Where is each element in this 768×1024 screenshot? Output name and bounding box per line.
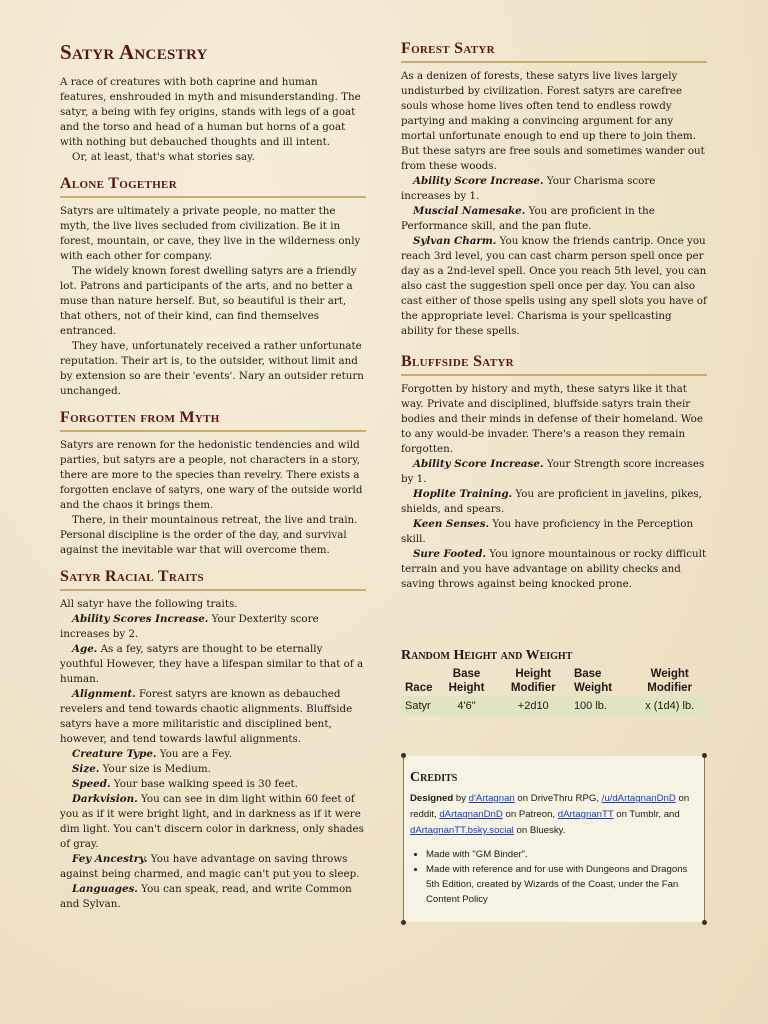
bluffside-traits-list bbox=[401, 457, 707, 592]
alone-paragraph-1: Satyrs are ultimately a private people, no matter the myth, the live lives secluded from civilization. Be it in forest, mountain, or cave, they live in the wilderness only with each other for company. bbox=[60, 205, 361, 262]
credits-bullets bbox=[410, 847, 696, 907]
credits-text-part: on reddit, bbox=[410, 793, 690, 820]
table-cell: Satyr bbox=[401, 696, 437, 716]
trait-name: Ability Scores Increase. bbox=[72, 613, 209, 625]
credits-text-part: on Tumblr, and bbox=[613, 809, 680, 820]
trait-name: Hoplite Training. bbox=[413, 488, 513, 500]
trait-name: Fey Ancestry. bbox=[72, 853, 148, 865]
table-row bbox=[401, 696, 707, 716]
trait-text: Your base walking speed is 30 feet. bbox=[110, 778, 298, 790]
trait-item bbox=[60, 747, 366, 762]
alone-paragraph-3: They have, unfortunately received a rather unfortunate reputation. Their art is, to the outsider, without limit and by extension so are their 'events'. Nary an outsider return unchanged. bbox=[60, 340, 364, 397]
trait-name: Creature Type. bbox=[72, 748, 157, 760]
table-cell: x (1d4) lb. bbox=[632, 696, 707, 716]
trait-name: Alignment. bbox=[72, 688, 136, 700]
credits-text-part: by bbox=[453, 793, 469, 804]
trait-item bbox=[401, 547, 707, 592]
corner-dot bbox=[401, 753, 406, 758]
trait-text: Forest satyrs are known as debauched revelers and tend towards chaotic alignments. Bluffside satyrs have a more militaristic and disciplined bent, however, and tend towards lawful alignments. bbox=[60, 688, 353, 745]
bluesky-link[interactable]: dArtagnanTT.bsky.social bbox=[410, 825, 514, 836]
tumblr-link[interactable]: dArtagnanTT bbox=[557, 809, 614, 820]
trait-name: Muscial Namesake. bbox=[413, 205, 526, 217]
trait-text: You are proficient in the Performance skill, and the pan flute. bbox=[401, 205, 655, 232]
corner-dot bbox=[702, 920, 707, 925]
trait-text: You know the friends cantrip. Once you reach 3rd level, you can cast charm person spell once per day as a 2nd-level spell. Once you reach 5th level, you can also cast the suggestion spell once per day. You can also cast either of those spells using any spell slots you have of the appropriate level. Charisma is your spellcasting ability for these spells. bbox=[401, 235, 707, 337]
trait-item bbox=[401, 204, 707, 234]
racial-traits-heading: Satyr Racial Traits bbox=[60, 568, 366, 591]
table-header: Base Weight bbox=[573, 668, 613, 694]
alone-paragraph-2: The widely known forest dwelling satyrs are a friendly lot. Patrons and participants of the arts, and no better a muse than nature herself. But, so beautiful is their art, that others, not of their kind, can find themselves entranced. bbox=[60, 265, 357, 337]
forest-paragraph: As a denizen of forests, these satyrs live lives largely undisturbed by civilization. Forest satyrs are carefree souls whose home lives often tend to endless rowdy partying and making a convincing argument for any mortal unfortunate enough to end up there to join them. But these satyrs are free souls and sometimes wander out from these woods. bbox=[401, 70, 705, 172]
trait-text: You are a Fey. bbox=[156, 748, 233, 760]
table-title: Random Height and Weight bbox=[401, 648, 573, 663]
trait-name: Speed. bbox=[72, 778, 111, 790]
credits-title: Credits bbox=[410, 770, 458, 785]
trait-item bbox=[401, 487, 707, 517]
trait-item bbox=[60, 612, 366, 642]
trait-item bbox=[401, 457, 707, 487]
trait-name: Age. bbox=[72, 643, 98, 655]
credits-text-part: on DriveThru RPG, bbox=[514, 793, 602, 804]
trait-name: Sylvan Charm. bbox=[413, 235, 497, 247]
trait-text: You are proficient in javelins, pikes, shields, and spears. bbox=[401, 488, 702, 515]
corner-dot bbox=[702, 753, 707, 758]
credits-text-part: on Patreon, bbox=[502, 809, 558, 820]
table-header: Base Height bbox=[448, 668, 485, 694]
intro-paragraph: A race of creatures with both caprine and human features, enshrouded in myth and misunderstanding. The satyr, a being with fey origins, stands with legs of a goat and the torso and head of a human but horns of a goat with nothing but debauched thoughts and ill intent. bbox=[60, 76, 361, 148]
trait-item bbox=[60, 687, 366, 747]
credits-text bbox=[410, 791, 696, 839]
trait-item bbox=[60, 642, 366, 687]
corner-dot bbox=[401, 920, 406, 925]
trait-item bbox=[60, 882, 366, 912]
trait-item bbox=[401, 234, 707, 339]
patreon-link[interactable]: dArtagnanDnD bbox=[439, 809, 503, 820]
table-cell: +2d10 bbox=[497, 696, 570, 716]
bluffside-satyr-heading: Bluffside Satyr bbox=[401, 353, 707, 376]
trait-item bbox=[60, 852, 366, 882]
traits-list bbox=[60, 612, 366, 912]
trait-name: Ability Score Increase. bbox=[413, 175, 544, 187]
table-cell: 100 lb. bbox=[570, 696, 632, 716]
table-header: Height Modifier bbox=[510, 668, 556, 694]
traits-intro: All satyr have the following traits. bbox=[60, 598, 238, 610]
credits-bullet: • Made with "GM Binder". bbox=[426, 847, 696, 862]
table-header: Weight Modifier bbox=[647, 668, 693, 694]
table-cell: 4'6" bbox=[437, 696, 497, 716]
forgotten-paragraph-1: Satyrs are renown for the hedonistic tendencies and wild parties, but satyrs are a people, not characters in a story, there are more to the species than revelry. There exists a forgotten enclave of satyrs, one wary of the outside world and the chaos it brings them. bbox=[60, 439, 363, 511]
forgotten-paragraph-2: There, in their mountainous retreat, the live and train. Personal discipline is the order of the day, and survival against the inevitable war that will overcome them. bbox=[60, 514, 358, 556]
trait-item bbox=[60, 792, 366, 852]
forgotten-heading: Forgotten from Myth bbox=[60, 409, 366, 432]
credits-text-part: on Bluesky. bbox=[513, 825, 566, 836]
intro-paragraph-2: Or, at least, that's what stories say. bbox=[72, 151, 255, 163]
credits-bullet: • Made with reference and for use with Dungeons and Dragons 5th Edition, created by Wizards of the Coast, under the Fan Content Policy bbox=[426, 862, 696, 907]
trait-text: Your Dexterity score increases by 2. bbox=[60, 613, 319, 640]
trait-name: Size. bbox=[72, 763, 100, 775]
trait-name: Languages. bbox=[72, 883, 138, 895]
right-column bbox=[401, 40, 707, 716]
trait-text: You ignore mountainous or rocky difficult terrain and you have advantage on ability checks and saving throws against being knocked prone. bbox=[401, 548, 707, 590]
trait-text: You have proficiency in the Perception skill. bbox=[401, 518, 694, 545]
forest-traits-list bbox=[401, 174, 707, 339]
trait-item bbox=[401, 174, 707, 204]
trait-text: As a fey, satyrs are thought to be eternally youthful However, they have a lifespan similar to that of a human. bbox=[60, 643, 364, 685]
trait-item bbox=[401, 517, 707, 547]
trait-name: Sure Footed. bbox=[413, 548, 487, 560]
height-weight-table bbox=[401, 666, 707, 716]
trait-text: Your Strength score increases by 1. bbox=[401, 458, 705, 485]
trait-text: Your Charisma score increases by 1. bbox=[401, 175, 656, 202]
drivethru-link[interactable]: d'Artagnan bbox=[468, 793, 515, 804]
designed-label: Designed bbox=[410, 793, 454, 804]
trait-name: Darkvision. bbox=[72, 793, 138, 805]
left-column bbox=[60, 40, 366, 912]
table-header-row bbox=[401, 666, 707, 696]
trait-text: You can see in dim light within 60 feet of you as if it were bright light, and in darkness as if it were dim light. You can't discern color in darkness, only shades of gray. bbox=[60, 793, 364, 850]
bluffside-paragraph: Forgotten by history and myth, these satyrs like it that way. Private and disciplined, bluffside satyrs train their bodies and their minds in defense of their homeland. Woe to any would-be invader. There's a reason they remain forgotten. bbox=[401, 383, 703, 455]
reddit-link[interactable]: /u/dArtagnanDnD bbox=[601, 793, 676, 804]
trait-item bbox=[60, 777, 366, 792]
forest-satyr-heading: Forest Satyr bbox=[401, 40, 707, 63]
trait-text: You have advantage on saving throws against being charmed, and magic can't put you to sleep. bbox=[60, 853, 360, 880]
alone-together-heading: Alone Together bbox=[60, 175, 366, 198]
trait-item bbox=[60, 762, 366, 777]
trait-text: Your size is Medium. bbox=[99, 763, 211, 775]
trait-name: Ability Score Increase. bbox=[413, 458, 544, 470]
trait-name: Keen Senses. bbox=[413, 518, 490, 530]
page-title: Satyr Ancestry bbox=[60, 40, 208, 64]
credits-box bbox=[403, 756, 705, 922]
table-header: Race bbox=[405, 682, 433, 694]
trait-text: You can speak, read, and write Common and Sylvan. bbox=[60, 883, 352, 910]
